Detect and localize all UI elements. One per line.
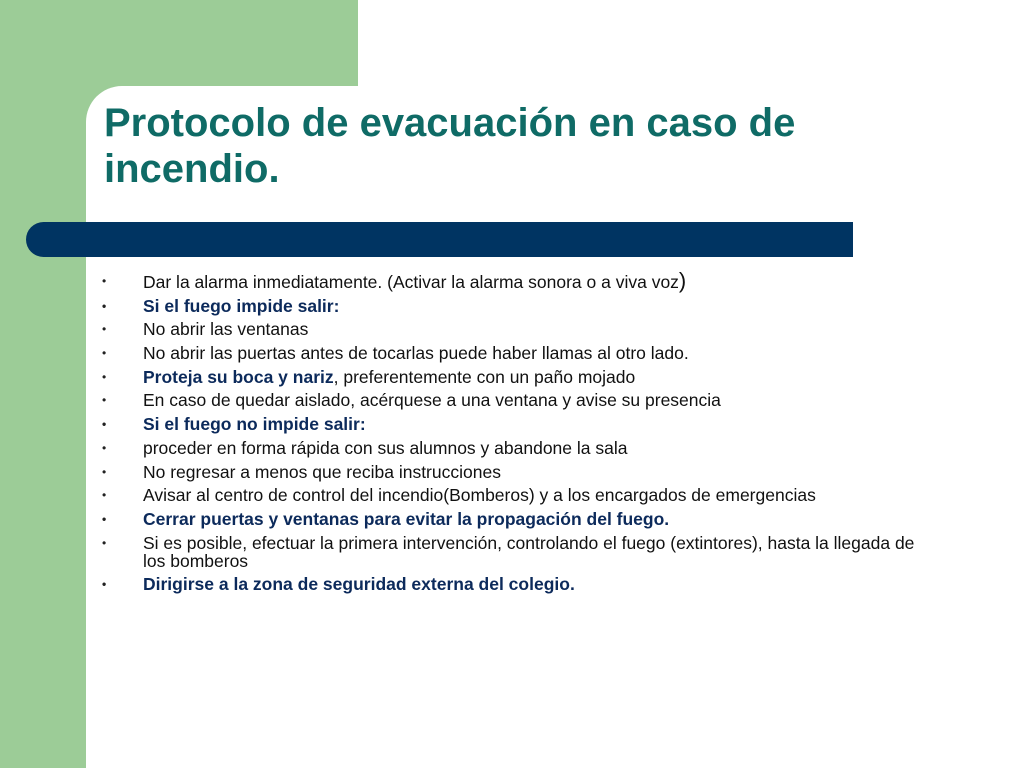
bullet-dot-icon: • — [102, 464, 107, 479]
bullet-item — [100, 391, 940, 409]
bullet-dot-icon: • — [102, 577, 107, 592]
bullet-item — [100, 415, 940, 433]
bullet-dot-icon: • — [102, 369, 107, 384]
bullet-dot-icon: • — [102, 535, 107, 550]
bullet-dot-icon: • — [102, 440, 107, 455]
bullet-item — [100, 486, 940, 504]
bullet-text: En caso de quedar aislado, acérquese a una ventana y avise su presencia — [143, 390, 721, 411]
bullet-item — [100, 268, 940, 293]
bullet-list — [100, 268, 940, 599]
bullet-dot-icon: • — [102, 417, 107, 432]
bullet-text: Si es posible, efectuar la primera intervención, controlando el fuego (extintores), hasta la llegada de los bomberos — [143, 532, 915, 571]
bullet-dot-icon: • — [102, 298, 107, 313]
bullet-dot-icon: • — [102, 511, 107, 526]
bullet-item — [100, 510, 940, 528]
bullet-text: No abrir las puertas antes de tocarlas puede haber llamas al otro lado. — [143, 343, 689, 364]
bullet-item — [100, 463, 940, 481]
bullet-text: Dar la alarma inmediatamente. (Activar la alarma sonora o a viva voz — [143, 272, 679, 292]
bullet-item — [100, 439, 940, 457]
bullet-dot-icon: • — [102, 322, 107, 337]
title-divider-bar — [26, 222, 853, 257]
bullet-item — [100, 297, 940, 315]
bullet-item — [100, 534, 940, 570]
bullet-text: No regresar a menos que reciba instrucciones — [143, 461, 501, 482]
bullet-bold-text: Proteja su boca y nariz — [143, 366, 334, 387]
bullet-item — [100, 575, 940, 593]
bullet-item — [100, 320, 940, 338]
bullet-text: Dirigirse a la zona de seguridad externa del colegio. — [143, 574, 575, 595]
slide-title: Protocolo de evacuación en caso de incendio. — [104, 101, 796, 191]
bullet-dot-icon: • — [102, 488, 107, 503]
bullet-text: Cerrar puertas y ventanas para evitar la propagación del fuego. — [143, 508, 670, 529]
bullet-text-tail: ) — [678, 268, 687, 293]
bullet-item — [100, 368, 940, 386]
bullet-text: proceder en forma rápida con sus alumnos y abandone la sala — [143, 437, 628, 458]
bullet-text: Avisar al centro de control del incendio(Bomberos) y a los encargados de emergencias — [143, 485, 816, 506]
bullet-text: No abrir las ventanas — [143, 319, 309, 340]
bullet-text: , preferentemente con un paño mojado — [333, 366, 636, 387]
bullet-dot-icon: • — [102, 274, 107, 288]
bullet-text: Si el fuego no impide salir: — [143, 414, 366, 435]
bullet-text: Si el fuego impide salir: — [143, 295, 340, 316]
bullet-dot-icon: • — [102, 393, 107, 408]
bullet-item — [100, 344, 940, 362]
bullet-dot-icon: • — [102, 346, 107, 361]
